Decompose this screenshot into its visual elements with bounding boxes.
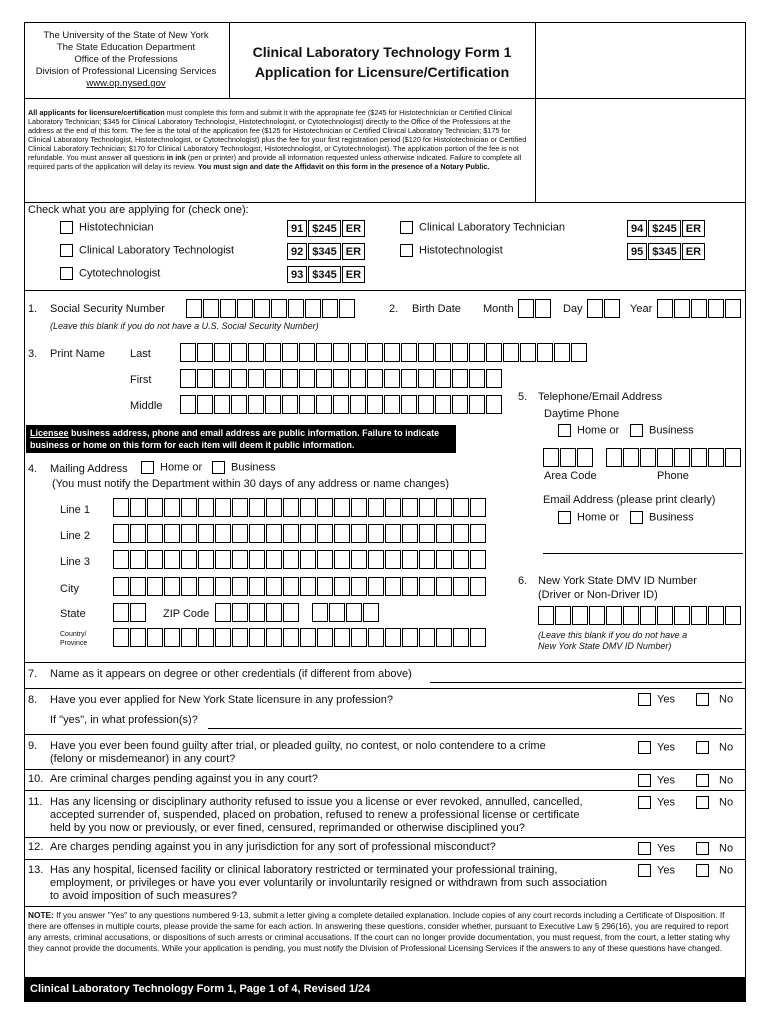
mailing-home-option[interactable]: Home or <box>141 461 202 474</box>
day-label: Day <box>563 303 583 315</box>
option-histotechnologist[interactable]: Histotechnologist <box>400 244 503 257</box>
checkbox[interactable] <box>212 461 225 474</box>
q10-text: Are criminal charges pending against you in any court? <box>50 773 318 785</box>
checkbox[interactable] <box>558 511 571 524</box>
country-label: Country/ Province <box>60 631 88 647</box>
checkbox[interactable] <box>558 424 571 437</box>
dmv-sub-label: (Driver or Non-Driver ID) <box>538 589 658 601</box>
q13-yes-option[interactable]: Yes <box>638 864 675 877</box>
ssn-label: Social Security Number <box>50 303 165 315</box>
org-line: Office of the Professions <box>74 54 178 65</box>
item-number: 5. <box>518 391 528 403</box>
apply-prompt: Check what you are applying for (check one): <box>28 204 249 216</box>
item-number: 1. <box>28 303 38 315</box>
q9-no-option[interactable]: No <box>696 741 733 754</box>
q11-no-option[interactable]: No <box>696 796 733 809</box>
q8-sub-text: If "yes", in what profession(s)? <box>50 714 198 726</box>
phone-home-option[interactable]: Home or <box>558 424 619 437</box>
state-label: State <box>60 608 86 620</box>
org-line: The University of the State of New York <box>43 30 209 41</box>
option-clinical-lab-technologist[interactable]: Clinical Laboratory Technologist <box>60 244 234 257</box>
item-number: 6. <box>518 575 528 587</box>
q12-yes-option[interactable]: Yes <box>638 842 675 855</box>
item-number: 3. <box>28 348 38 360</box>
area-code-input[interactable] <box>543 448 594 467</box>
item-number: 2. <box>389 303 399 315</box>
form-title <box>232 42 532 82</box>
address-line2-label: Line 2 <box>60 530 90 542</box>
dmv-id-input[interactable] <box>538 606 742 625</box>
item-number: 4. <box>28 463 38 475</box>
last-name-label: Last <box>130 348 151 360</box>
item-number: 9. <box>28 740 38 752</box>
print-name-label: Print Name <box>50 348 106 360</box>
checkbox[interactable] <box>630 511 643 524</box>
address-line1-input[interactable] <box>113 498 487 517</box>
checkbox[interactable] <box>400 244 413 257</box>
email-input-line[interactable] <box>543 553 743 554</box>
item-number: 7. <box>28 668 38 680</box>
birth-date-label: Birth Date <box>412 303 461 315</box>
org-line: Division of Professional Licensing Services <box>35 66 217 77</box>
checkbox[interactable] <box>60 244 73 257</box>
q8-input-line[interactable] <box>208 728 742 729</box>
month-label: Month <box>483 303 514 315</box>
address-line3-label: Line 3 <box>60 556 90 568</box>
q11-yes-option[interactable]: Yes <box>638 796 675 809</box>
fee-clinical-lab-technician: 94 $245 ER <box>627 220 706 237</box>
telephone-email-label: Telephone/Email Address <box>538 391 663 403</box>
q12-text: Are charges pending against you in any jurisdiction for any sort of professional misconduct? <box>50 841 496 853</box>
year-label: Year <box>630 303 653 315</box>
item-number: 12. <box>28 841 44 853</box>
q7-input-line[interactable] <box>430 682 742 683</box>
item-number: 11. <box>28 796 43 808</box>
last-name-input[interactable] <box>180 343 588 362</box>
address-change-note: (You must notify the Department within 30 days of any address or name changes) <box>52 478 450 490</box>
q10-yes-option[interactable]: Yes <box>638 774 675 787</box>
city-label: City <box>60 583 79 595</box>
note-paragraph: NOTE: If you answer "Yes" to any questions numbered 9-13, submit a letter giving a complete detailed explanation. Include copies of any court records including a Certificate of Disposition. If there are offenses in multiple courts, please provide the same for each action. In answering these questions, consider whether, pursuant to Executive Law § 296(16), you are required to report any arrests, criminal accusations, or dispositions of such arrests or criminal accusations. If the court can no longer provide documentation, you must request, from the court, a letter stating why they cannot provide the documents. While your application is pending, you must notify the Division of Professional Licensing Services if the answers to any of these questions have changed. <box>28 910 730 953</box>
item-number: 8. <box>28 694 38 706</box>
mailing-business-option[interactable]: Business <box>212 461 276 474</box>
q9-text: Have you ever been found guilty after trial, or pleaded guilty, no contest, or nolo contendere to a crime (felony or misdemeanor) in any court? <box>50 740 546 765</box>
option-histotechnician[interactable]: Histotechnician <box>60 221 154 234</box>
area-code-label: Area Code <box>544 470 597 482</box>
fee-cytotechnologist: 93 $345 ER <box>287 266 366 283</box>
address-line3-input[interactable] <box>113 550 487 569</box>
org-line: The State Education Department <box>56 42 196 53</box>
q9-yes-option[interactable]: Yes <box>638 741 675 754</box>
q13-no-option[interactable]: No <box>696 864 733 877</box>
q10-no-option[interactable]: No <box>696 774 733 787</box>
header-org <box>28 30 224 90</box>
dmv-label: New York State DMV ID Number <box>538 575 697 587</box>
website-link[interactable]: www.op.nysed.gov <box>86 78 166 89</box>
dmv-note: (Leave this blank if you do not have a New York State DMV ID Number) <box>538 630 688 651</box>
q8-yes-option[interactable]: Yes <box>638 693 675 706</box>
zip4-input[interactable] <box>312 603 380 622</box>
first-name-label: First <box>130 374 152 386</box>
q7-text: Name as it appears on degree or other credentials (if different from above) <box>50 668 412 680</box>
checkbox[interactable] <box>60 221 73 234</box>
address-line1-label: Line 1 <box>60 504 90 516</box>
item-number: 13. <box>28 864 44 876</box>
fee-clinical-lab-technologist: 92 $345 ER <box>287 243 366 260</box>
ssn-note: (Leave this blank if you do not have a U.S. Social Security Number) <box>50 321 319 331</box>
middle-name-input[interactable] <box>180 395 503 414</box>
mailing-address-label: Mailing Address <box>50 463 128 475</box>
birth-month-input[interactable] <box>518 299 552 318</box>
option-clinical-lab-technician[interactable]: Clinical Laboratory Technician <box>400 221 565 234</box>
q13-text: Has any hospital, licensed facility or clinical laboratory restricted or terminated your professional training, employment, or privileges or have you ever voluntarily or involuntarily resigned or withdrawn from such association to avoid imposition of such measures? <box>50 864 607 902</box>
first-name-input[interactable] <box>180 369 503 388</box>
public-info-notice: Licensee business address, phone and email address are public information. Failure to indicate business or home on this form for each item will deem it public information. <box>26 425 456 453</box>
phone-business-option[interactable]: Business <box>630 424 694 437</box>
q8-text: Have you ever applied for New York State licensure in any profession? <box>50 694 394 706</box>
email-home-option[interactable]: Home or <box>558 511 619 524</box>
email-business-option[interactable]: Business <box>630 511 694 524</box>
ssn-input[interactable] <box>186 299 356 318</box>
state-input[interactable] <box>113 603 147 622</box>
title-line-2: Application for Licensure/Certification <box>254 64 510 80</box>
city-input[interactable] <box>113 577 487 596</box>
zip-input[interactable] <box>215 603 300 622</box>
phone-input[interactable] <box>606 448 742 467</box>
checkbox[interactable] <box>630 424 643 437</box>
q12-no-option[interactable]: No <box>696 842 733 855</box>
birth-day-input[interactable] <box>587 299 621 318</box>
option-cytotechnologist[interactable]: Cytotechnologist <box>60 267 160 280</box>
checkbox[interactable] <box>60 267 73 280</box>
daytime-phone-label: Daytime Phone <box>544 408 620 420</box>
q11-text: Has any licensing or disciplinary authority refused to issue you a license or ever revoked, annulled, cancelled, accepted surrender of, suspended, placed on probation, refused to renew a professional license or certificate held by you now or previously, or ever fined, censured, reprimanded or otherwise disciplined you? <box>50 796 583 834</box>
intro-paragraph: All applicants for licensure/certification must complete this form and submit it with the appropriate fee ($245 for Histotechnician or Certified Clinical Laboratory Technician; $345 for Clinical Laboratory Technologist, Histotechnologist, or Cytotechnologist) directly to the Office of the Professions at the address at the end of this form. The fee is the total of the application fee ($125 for Histotechnician or Certified Clinical Laboratory Technician; $175 for Clinical Laboratory Technologist, Histotechnologist, or Cytotechnologist) plus the fee for your first registration period ($120 for Histolotechnician or Certified Clinical Laboratory Technician; $170 for Clinical Laboratory Technologist, Histotechnologist, or Cytotechnologist). The application portion of the fee is not refundable. You must answer all questions in ink (pen or printer) and provide all information requested unless otherwise indicated. Failure to complete all required parts of the application will delay its review. You must sign and date the Affidavit on this form in the presence of a Notary Public. <box>28 108 527 171</box>
zip-label: ZIP Code <box>163 608 210 620</box>
address-line2-input[interactable] <box>113 524 487 543</box>
fee-histotechnician: 91 $245 ER <box>287 220 366 237</box>
email-label: Email Address (please print clearly) <box>543 494 716 506</box>
phone-label: Phone <box>657 470 689 482</box>
birth-year-input[interactable] <box>657 299 742 318</box>
q8-no-option[interactable]: No <box>696 693 733 706</box>
middle-name-label: Middle <box>130 400 163 412</box>
checkbox[interactable] <box>141 461 154 474</box>
country-input[interactable] <box>113 628 487 647</box>
item-number: 10. <box>28 773 44 785</box>
page-footer: Clinical Laboratory Technology Form 1, Page 1 of 4, Revised 1/24 <box>24 977 746 1001</box>
checkbox[interactable] <box>400 221 413 234</box>
title-line-1: Clinical Laboratory Technology Form 1 <box>252 44 512 60</box>
fee-histotechnologist: 95 $345 ER <box>627 243 706 260</box>
